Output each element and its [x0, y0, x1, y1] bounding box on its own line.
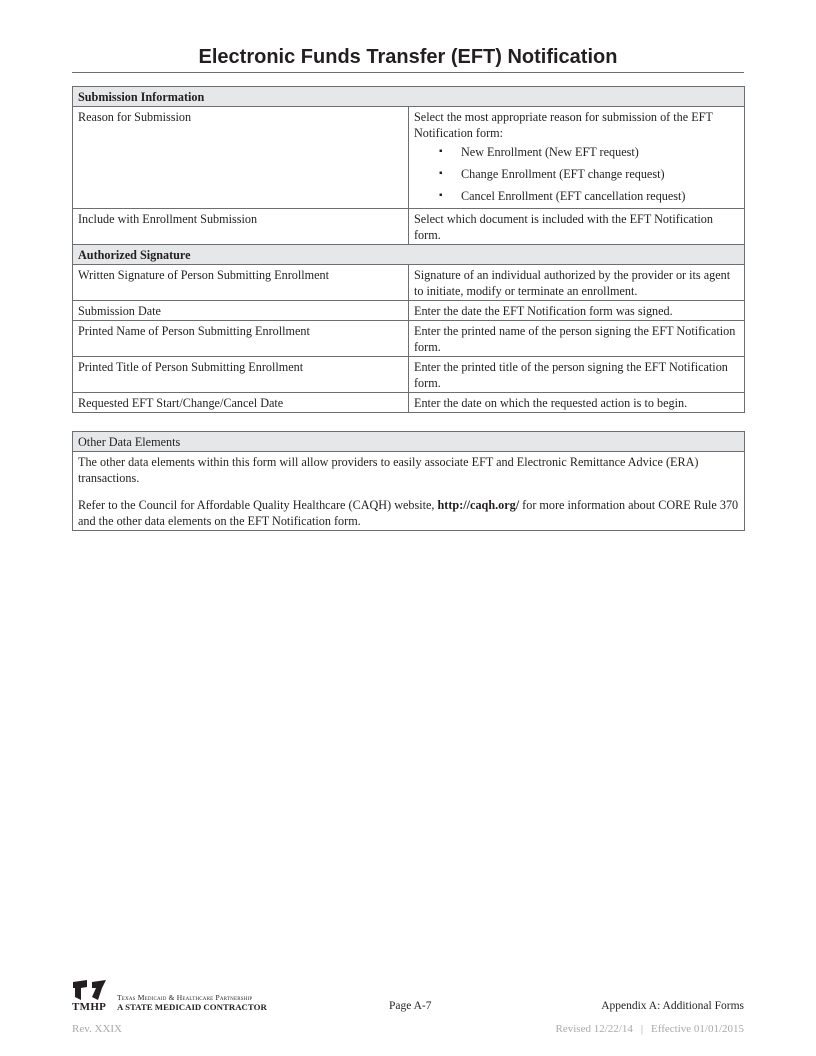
section-header-row	[73, 432, 745, 452]
effective-date: Effective 01/01/2015	[651, 1023, 744, 1035]
title-divider	[72, 72, 744, 73]
partner-tagline: A STATE MEDICAID CONTRACTOR	[117, 1002, 267, 1012]
separator: |	[640, 1023, 644, 1035]
partner-name: Texas Medicaid & Healthcare Partnership	[117, 993, 253, 1002]
revised-date: Revised 12/22/14	[555, 1023, 633, 1035]
list-item	[414, 188, 739, 204]
row-description: Enter the printed name of the person signing the EFT Notification form.	[409, 321, 745, 357]
row-label: Include with Enrollment Submission	[73, 209, 409, 245]
section-header-row	[73, 245, 745, 265]
row-description: Select which document is included with the EFT Notification form.	[409, 209, 745, 245]
paragraph: The other data elements within this form will allow providers to easily associate EFT and Electronic Remittance Advice (ERA) transactions.	[78, 455, 699, 485]
submission-table	[72, 86, 745, 413]
section-header-submission-information: Submission Information	[73, 87, 745, 107]
other-data-elements-table	[72, 431, 745, 531]
table-row	[73, 321, 745, 357]
section-header-authorized-signature: Authorized Signature	[73, 245, 745, 265]
appendix-label: Appendix A: Additional Forms	[601, 1000, 744, 1012]
other-data-body	[73, 452, 745, 531]
row-description: Enter the date the EFT Notification form was signed.	[409, 301, 745, 321]
bullet-icon: ▪	[439, 190, 443, 201]
row-label: Requested EFT Start/Change/Cancel Date	[73, 393, 409, 413]
table-row	[73, 357, 745, 393]
page-footer	[72, 980, 744, 1040]
revision-label: Rev. XXIX	[72, 1023, 122, 1035]
row-description: Signature of an individual authorized by the provider or its agent to initiate, modify or terminate an enrollment.	[409, 265, 745, 301]
section-header-row	[73, 87, 745, 107]
paragraph-text: Refer to the Council for Affordable Quality Healthcare (CAQH) website,	[78, 498, 438, 512]
table-row	[73, 393, 745, 413]
caqh-link[interactable]: http://caqh.org/	[437, 498, 520, 512]
row-label: Printed Name of Person Submitting Enrollment	[73, 321, 409, 357]
row-description: Enter the printed title of the person signing the EFT Notification form.	[409, 357, 745, 393]
table-row	[73, 452, 745, 531]
revision-dates	[556, 1023, 744, 1035]
list-item	[414, 166, 739, 182]
reason-description-text: Select the most appropriate reason for submission of the EFT Notification form:	[414, 110, 713, 140]
bullet-icon: ▪	[439, 146, 443, 157]
section-header-other-data-elements: Other Data Elements	[73, 432, 745, 452]
reason-options-list	[414, 144, 739, 204]
list-item-text: Cancel Enrollment (EFT cancellation request)	[461, 189, 686, 203]
table-row	[73, 209, 745, 245]
paragraph	[78, 497, 739, 529]
page-number: Page A-7	[389, 1000, 432, 1012]
paragraph-text: for more information about CORE Rule 370 and the other data elements on the EFT Notification form.	[78, 498, 739, 528]
list-item-text: Change Enrollment (EFT change request)	[461, 167, 665, 181]
row-label: Written Signature of Person Submitting Enrollment	[73, 265, 409, 301]
list-item-text: New Enrollment (New EFT request)	[461, 145, 639, 159]
table-row	[73, 265, 745, 301]
row-label: Reason for Submission	[73, 107, 409, 209]
table-row	[73, 107, 745, 209]
row-label: Submission Date	[73, 301, 409, 321]
list-item	[414, 144, 739, 160]
row-description: Enter the date on which the requested action is to begin.	[409, 393, 745, 413]
table-row	[73, 301, 745, 321]
row-description	[409, 107, 745, 209]
page-title: Electronic Funds Transfer (EFT) Notification	[198, 46, 618, 68]
bullet-icon: ▪	[439, 168, 443, 179]
row-label: Printed Title of Person Submitting Enrollment	[73, 357, 409, 393]
logo-text: TMHP	[72, 1001, 107, 1013]
